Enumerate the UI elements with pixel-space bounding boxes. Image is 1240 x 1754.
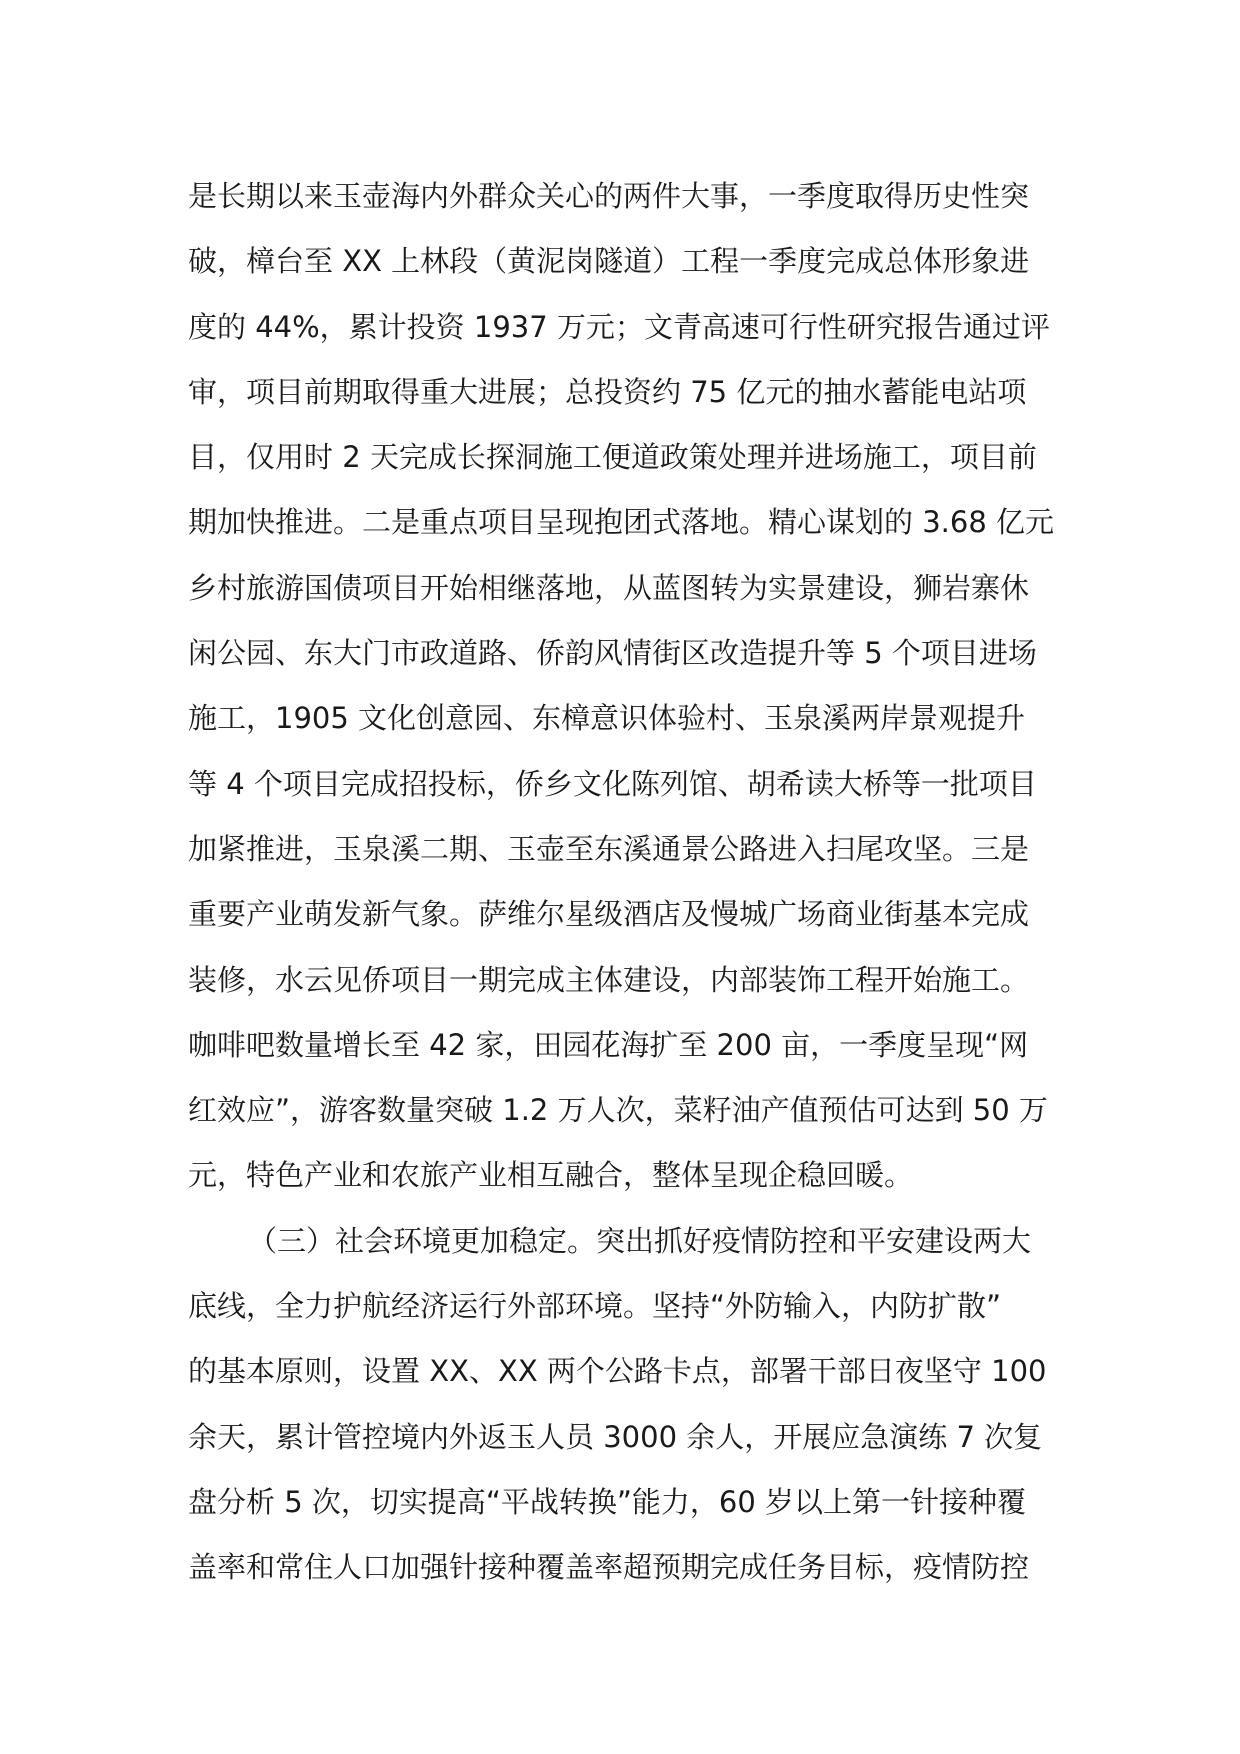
text-line: 乡村旅游国债项目开始相继落地，从蓝图转为实景建设，狮岩寨休 xyxy=(188,570,1030,605)
text-line: 期加快推进。二是重点项目呈现抱团式落地。精心谋划的 3.68 亿元 xyxy=(188,505,1055,540)
section-heading-line: （三）社会环境更加稳定。突出抓好疫情防控和平安建设两大 xyxy=(248,1223,1032,1258)
text-line: 余天，累计管控境内外返玉人员 3000 余人，开展应急演练 7 次复 xyxy=(188,1419,1043,1454)
text-line: 等 4 个项目完成招投标，侨乡文化陈列馆、胡希读大桥等一批项目 xyxy=(188,766,1037,801)
text-line: 的基本原则，设置 XX、XX 两个公路卡点，部署干部日夜坚守 100 xyxy=(188,1354,1047,1389)
text-line: 闲公园、东大门市政道路、侨韵风情街区改造提升等 5 个项目进场 xyxy=(188,636,1037,671)
text-line: 盘分析 5 次，切实提高“平战转换”能力，60 岁以上第一针接种覆 xyxy=(188,1484,1027,1519)
text-line: 度的 44%，累计投资 1937 万元；文青高速可行性研究报告通过评 xyxy=(188,309,1050,344)
text-line: 破，樟台至 XX 上林段（黄泥岗隧道）工程一季度完成总体形象进 xyxy=(188,244,1030,279)
text-line: 重要产业萌发新气象。萨维尔星级酒店及慢城广场商业街基本完成 xyxy=(188,897,1030,932)
text-line: 红效应”，游客数量突破 1.2 万人次，菜籽油产值预估可达到 50 万 xyxy=(188,1093,1048,1128)
text-line: 施工，1905 文化创意园、东樟意识体验村、玉泉溪两岸景观提升 xyxy=(188,701,1026,736)
text-line: 底线，全力护航经济运行外部环境。坚持“外防输入，内防扩散” xyxy=(188,1289,1002,1324)
text-line: 装修，水云见侨项目一期完成主体建设，内部装饰工程开始施工。 xyxy=(188,962,1030,997)
text-line: 元，特色产业和农旅产业相互融合，整体呈现企稳回暖。 xyxy=(188,1158,914,1193)
text-line: 目，仅用时 2 天完成长探洞施工便道政策处理并进场施工，项目前 xyxy=(188,440,1037,475)
text-line: 审，项目前期取得重大进展；总投资约 75 亿元的抽水蓄能电站项 xyxy=(188,374,1027,409)
text-line: 加紧推进，玉泉溪二期、玉壶至东溪通景公路进入扫尾攻坚。三是 xyxy=(188,831,1030,866)
text-line: 盖率和常住人口加强针接种覆盖率超预期完成任务目标，疫情防控 xyxy=(188,1550,1030,1585)
text-line: 是长期以来玉壶海内外群众关心的两件大事，一季度取得历史性突 xyxy=(188,179,1030,213)
text-line: 咖啡吧数量增长至 42 家，田园花海扩至 200 亩，一季度呈现“网 xyxy=(188,1027,1029,1062)
body-text xyxy=(188,164,1068,1601)
